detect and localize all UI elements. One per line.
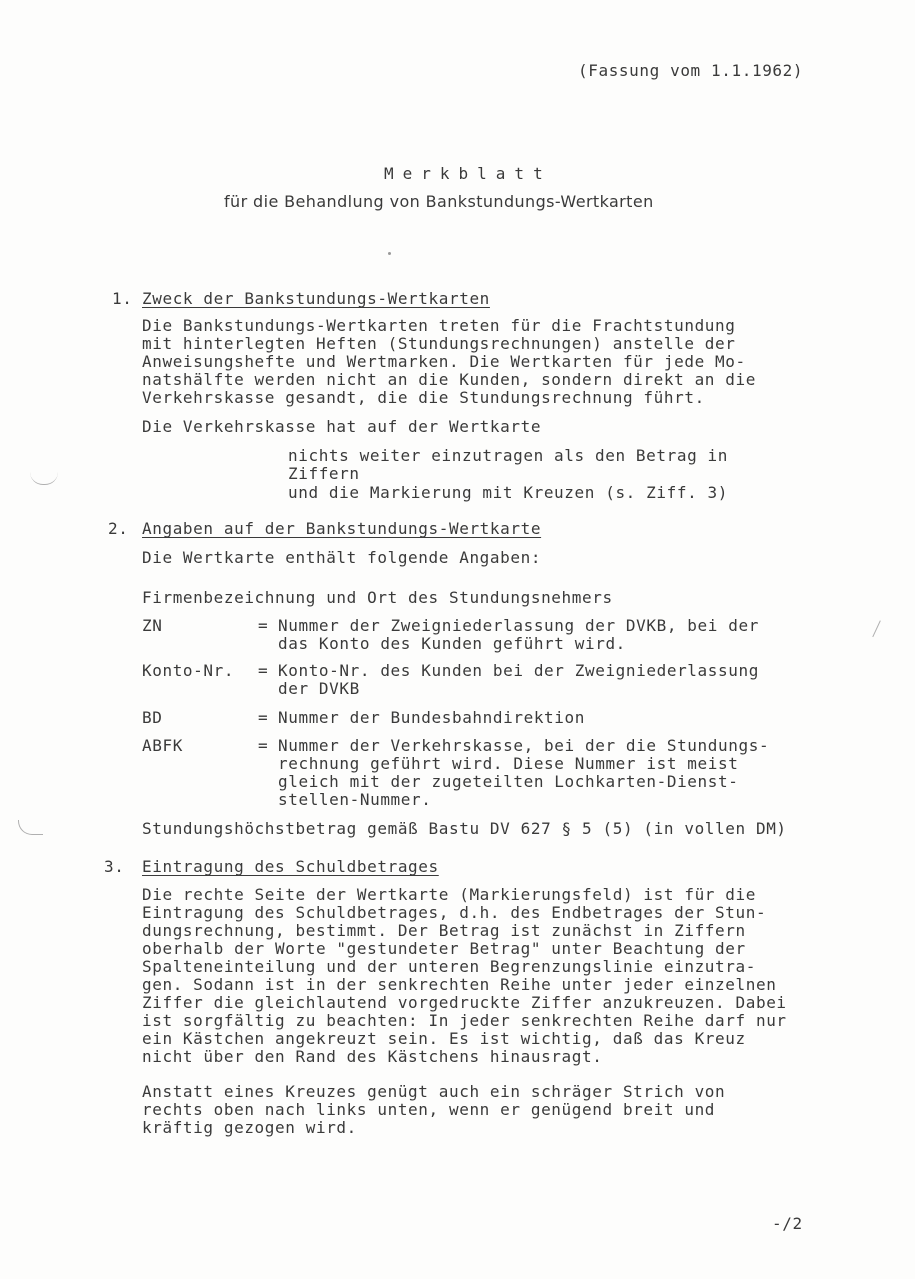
definition-text: Konto-Nr. des Kunden bei der Zweigniederlassung: [278, 661, 759, 680]
paragraph-line: dungsrechnung, bestimmt. Der Betrag ist zunächst in Ziffern: [142, 921, 746, 940]
section-2-number: 2.: [108, 519, 129, 538]
paragraph-line: Verkehrskasse gesandt, die die Stundungsrechnung führt.: [142, 388, 705, 407]
paragraph-line: natshälfte werden nicht an die Kunden, sondern direkt an die: [142, 370, 756, 389]
version-note: (Fassung vom 1.1.1962): [578, 61, 804, 80]
paragraph-line: kräftig gezogen wird.: [142, 1118, 357, 1137]
paragraph-line: Spalteneinteilung und der unteren Begrenzungslinie einzutra-: [142, 957, 756, 976]
paragraph-line: Die rechte Seite der Wertkarte (Markierungsfeld) ist für die: [142, 885, 756, 904]
definition-equals: =: [258, 736, 269, 755]
paragraph-line: Anstatt eines Kreuzes genügt auch ein schräger Strich von: [142, 1082, 726, 1101]
section-1-heading: Zweck der Bankstundungs-Wertkarten: [142, 289, 490, 308]
definition-equals: =: [258, 616, 269, 635]
section-2-heading: Angaben auf der Bankstundungs-Wertkarte: [142, 519, 542, 538]
definition-term: ZN: [142, 616, 163, 635]
paragraph-line: rechts oben nach links unten, wenn er genügend breit und: [142, 1100, 716, 1119]
paragraph-line: Die Bankstundungs-Wertkarten treten für die Frachtstundung: [142, 316, 736, 335]
definition-text: Nummer der Verkehrskasse, bei der die Stundungs-: [278, 736, 770, 755]
indented-line: nichts weiter einzutragen als den Betrag in: [288, 446, 729, 465]
definition-text: der DVKB: [278, 679, 360, 698]
document-subtitle: für die Behandlung von Bankstundungs-Wertkarten: [224, 192, 654, 211]
section-3-number: 3.: [104, 857, 125, 876]
definition-text: stellen-Nummer.: [278, 790, 432, 809]
section-2-final-line: Stundungshöchstbetrag gemäß Bastu DV 627 § 5 (5) (in vollen DM): [142, 819, 787, 838]
indented-line: Ziffern: [288, 464, 360, 483]
section-1-intro: Die Verkehrskasse hat auf der Wertkarte: [142, 417, 542, 436]
definition-text: gleich mit der zugeteilten Lochkarten-Dienst-: [278, 772, 739, 791]
definition-term: Konto-Nr.: [142, 661, 235, 680]
section-1-number: 1.: [112, 289, 133, 308]
scan-mark: [30, 472, 58, 485]
paragraph-line: oberhalb der Worte "gestundeter Betrag" unter Beachtung der: [142, 939, 746, 958]
scan-mark: [18, 820, 43, 835]
scan-mark: [388, 252, 391, 255]
paragraph-line: mit hinterlegten Heften (Stundungsrechnungen) anstelle der: [142, 334, 736, 353]
section-2-intro: Die Wertkarte enthält folgende Angaben:: [142, 548, 542, 567]
definition-text: rechnung geführt wird. Diese Nummer ist meist: [278, 754, 739, 773]
continuation-marker: -/2: [772, 1214, 803, 1233]
section-3-heading: Eintragung des Schuldbetrages: [142, 857, 439, 876]
definition-equals: =: [258, 708, 269, 727]
document-title: Merkblatt: [384, 164, 552, 183]
definition-term: ABFK: [142, 736, 183, 755]
section-2-firm-line: Firmenbezeichnung und Ort des Stundungsnehmers: [142, 588, 613, 607]
scan-mark: [872, 620, 881, 637]
definition-text: das Konto des Kunden geführt wird.: [278, 634, 626, 653]
definition-text: Nummer der Zweigniederlassung der DVKB, bei der: [278, 616, 759, 635]
paragraph-line: ist sorgfältig zu beachten: In jeder senkrechten Reihe darf nur: [142, 1011, 787, 1030]
paragraph-line: gen. Sodann ist in der senkrechten Reihe unter jeder einzelnen: [142, 975, 777, 994]
indented-line: und die Markierung mit Kreuzen (s. Ziff. 3): [288, 483, 729, 502]
paragraph-line: Anweisungshefte und Wertmarken. Die Wertkarten für jede Mo-: [142, 352, 746, 371]
paragraph-line: nicht über den Rand des Kästchens hinausragt.: [142, 1047, 603, 1066]
paragraph-line: Eintragung des Schuldbetrages, d.h. des Endbetrages der Stun-: [142, 903, 767, 922]
definition-text: Nummer der Bundesbahndirektion: [278, 708, 585, 727]
paragraph-line: Ziffer die gleichlautend vorgedruckte Ziffer anzukreuzen. Dabei: [142, 993, 787, 1012]
definition-equals: =: [258, 661, 269, 680]
definition-term: BD: [142, 708, 163, 727]
paragraph-line: ein Kästchen angekreuzt sein. Es ist wichtig, daß das Kreuz: [142, 1029, 746, 1048]
